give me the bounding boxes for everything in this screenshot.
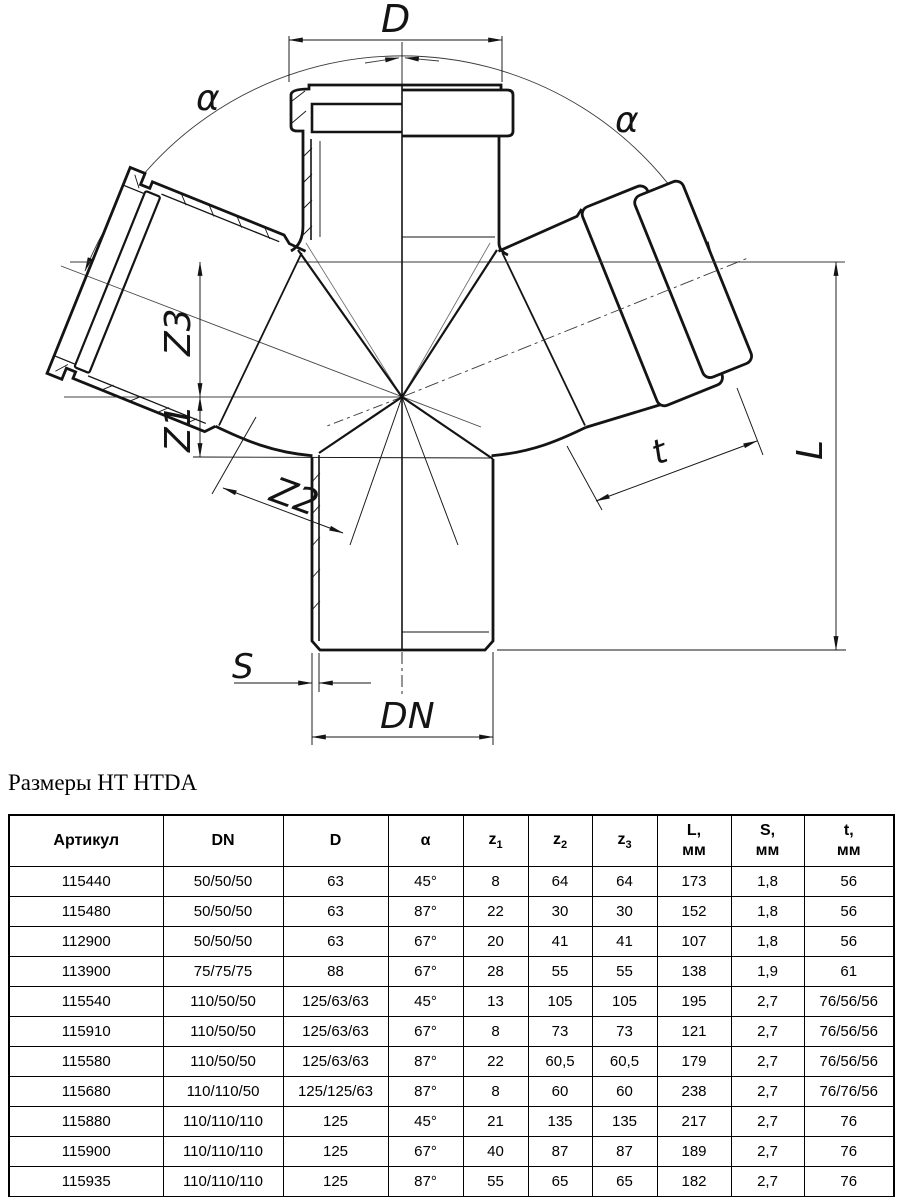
table-cell: 125/63/63: [283, 1047, 388, 1077]
table-row: [9, 897, 894, 927]
table-row: [9, 1017, 894, 1047]
table-cell: 113900: [9, 957, 163, 987]
table-cell: 50/50/50: [163, 927, 283, 957]
table-cell: 60,5: [592, 1047, 657, 1077]
table-cell: 1,8: [731, 927, 804, 957]
table-cell: 115480: [9, 897, 163, 927]
table-cell: 115880: [9, 1107, 163, 1137]
table-cell: 238: [657, 1077, 731, 1107]
table-cell: 50/50/50: [163, 867, 283, 897]
table-cell: 76/56/56: [804, 987, 894, 1017]
table-cell: 87°: [388, 897, 463, 927]
table-cell: 110/110/110: [163, 1167, 283, 1197]
table-cell: 2,7: [731, 1137, 804, 1167]
dim-label-z3: Z3: [158, 308, 199, 356]
table-cell: 67°: [388, 1137, 463, 1167]
table-cell: 20: [463, 927, 528, 957]
table-cell: 125/63/63: [283, 987, 388, 1017]
table-cell: 87°: [388, 1167, 463, 1197]
table-cell: 115910: [9, 1017, 163, 1047]
table-row: [9, 927, 894, 957]
table-cell: 110/50/50: [163, 1017, 283, 1047]
column-header: L, мм: [657, 815, 731, 867]
table-cell: 2,7: [731, 1047, 804, 1077]
table-cell: 125: [283, 1107, 388, 1137]
table-cell: 76: [804, 1167, 894, 1197]
table-cell: 67°: [388, 957, 463, 987]
table-cell: 115440: [9, 867, 163, 897]
table-cell: 8: [463, 867, 528, 897]
column-header: $z_2$: [528, 815, 592, 867]
column-header: α: [388, 815, 463, 867]
table-cell: 63: [283, 867, 388, 897]
table-cell: 60: [592, 1077, 657, 1107]
table-cell: 61: [804, 957, 894, 987]
table-cell: 73: [528, 1017, 592, 1047]
column-header: $z_1$: [463, 815, 528, 867]
table-cell: 105: [592, 987, 657, 1017]
table-cell: 87: [592, 1137, 657, 1167]
table-cell: 112900: [9, 927, 163, 957]
table-cell: 56: [804, 897, 894, 927]
table-cell: 105: [528, 987, 592, 1017]
dimensions: [193, 36, 846, 745]
table-cell: 60: [528, 1077, 592, 1107]
column-header: Артикул: [9, 815, 163, 867]
dim-label-z2: Z2: [264, 469, 324, 525]
table-cell: 45°: [388, 987, 463, 1017]
table-cell: 135: [592, 1107, 657, 1137]
table-cell: 56: [804, 927, 894, 957]
dim-label-s: S: [232, 647, 254, 687]
table-cell: 76/76/56: [804, 1077, 894, 1107]
column-header: S, мм: [731, 815, 804, 867]
table-cell: 60,5: [528, 1047, 592, 1077]
table-cell: 28: [463, 957, 528, 987]
table-cell: 110/50/50: [163, 987, 283, 1017]
table-cell: 45°: [388, 867, 463, 897]
table-cell: 40: [463, 1137, 528, 1167]
table-cell: 41: [592, 927, 657, 957]
table-row: [9, 987, 894, 1017]
table-cell: 45°: [388, 1107, 463, 1137]
table-cell: 13: [463, 987, 528, 1017]
table-cell: 189: [657, 1137, 731, 1167]
dim-label-l: L: [790, 439, 831, 460]
table-row: [9, 1047, 894, 1077]
table-cell: 76: [804, 1137, 894, 1167]
table-row: [9, 1107, 894, 1137]
table-cell: 1,8: [731, 867, 804, 897]
table-cell: 110/110/110: [163, 1137, 283, 1167]
table-cell: 87°: [388, 1047, 463, 1077]
table-cell: 63: [283, 927, 388, 957]
table-cell: 110/110/110: [163, 1107, 283, 1137]
column-header: t, мм: [804, 815, 894, 867]
table-cell: 110/50/50: [163, 1047, 283, 1077]
table-cell: 67°: [388, 1017, 463, 1047]
table-cell: 87: [528, 1137, 592, 1167]
table-cell: 41: [528, 927, 592, 957]
table-cell: 30: [528, 897, 592, 927]
table-cell: 63: [283, 897, 388, 927]
table-cell: 115540: [9, 987, 163, 1017]
table-cell: 217: [657, 1107, 731, 1137]
table-cell: 76: [804, 1107, 894, 1137]
table-row: [9, 1167, 894, 1197]
table-cell: 88: [283, 957, 388, 987]
table-cell: 2,7: [731, 1107, 804, 1137]
table-cell: 182: [657, 1167, 731, 1197]
dim-label-z1: Z1: [158, 404, 199, 452]
table-cell: 110/110/50: [163, 1077, 283, 1107]
table-row: [9, 1137, 894, 1167]
table-cell: 56: [804, 867, 894, 897]
table-cell: 125: [283, 1167, 388, 1197]
table-cell: 22: [463, 897, 528, 927]
table-cell: 75/75/75: [163, 957, 283, 987]
table-cell: 73: [592, 1017, 657, 1047]
table-cell: 138: [657, 957, 731, 987]
column-header: D: [283, 815, 388, 867]
table-row: [9, 867, 894, 897]
table-cell: 2,7: [731, 987, 804, 1017]
table-cell: 65: [592, 1167, 657, 1197]
table-cell: 195: [657, 987, 731, 1017]
table-cell: 2,7: [731, 1167, 804, 1197]
table-cell: 1,8: [731, 897, 804, 927]
table-cell: 67°: [388, 927, 463, 957]
table-cell: 2,7: [731, 1017, 804, 1047]
dim-label-alpha-left: α: [196, 78, 220, 119]
table-cell: 2,7: [731, 1077, 804, 1107]
table-cell: 115680: [9, 1077, 163, 1107]
table-cell: 173: [657, 867, 731, 897]
table-cell: 65: [528, 1167, 592, 1197]
table-cell: 125/63/63: [283, 1017, 388, 1047]
table-cell: 55: [463, 1167, 528, 1197]
table-cell: 125: [283, 1137, 388, 1167]
table-cell: 21: [463, 1107, 528, 1137]
table-cell: 179: [657, 1047, 731, 1077]
table-row: [9, 1077, 894, 1107]
table-cell: 76/56/56: [804, 1047, 894, 1077]
table-cell: 55: [592, 957, 657, 987]
table-cell: 115900: [9, 1137, 163, 1167]
table-cell: 8: [463, 1077, 528, 1107]
table-cell: 50/50/50: [163, 897, 283, 927]
table-cell: 125/125/63: [283, 1077, 388, 1107]
column-header: DN: [163, 815, 283, 867]
table-cell: 115580: [9, 1047, 163, 1077]
table-cell: 121: [657, 1017, 731, 1047]
table-cell: 107: [657, 927, 731, 957]
dim-label-d: D: [381, 0, 411, 41]
table-cell: 64: [592, 867, 657, 897]
left-branch-socket: [47, 167, 387, 477]
dim-label-t: t: [646, 431, 673, 474]
table-row: [9, 957, 894, 987]
table-header-row: [9, 815, 894, 867]
dim-label-dn: DN: [380, 696, 435, 737]
page-title: Размеры HT HTDA: [8, 770, 198, 795]
table-cell: 135: [528, 1107, 592, 1137]
dim-label-alpha-right: α: [615, 100, 639, 141]
table-cell: 22: [463, 1047, 528, 1077]
table-cell: 87°: [388, 1077, 463, 1107]
size-table: [8, 814, 895, 1197]
table-cell: 76/56/56: [804, 1017, 894, 1047]
column-header: $z_3$: [592, 815, 657, 867]
table-cell: 64: [528, 867, 592, 897]
junction-lines: [298, 243, 497, 459]
table-cell: 8: [463, 1017, 528, 1047]
table-cell: 152: [657, 897, 731, 927]
table-cell: 1,9: [731, 957, 804, 987]
table-cell: 115935: [9, 1167, 163, 1197]
table-cell: 55: [528, 957, 592, 987]
table-cell: 30: [592, 897, 657, 927]
